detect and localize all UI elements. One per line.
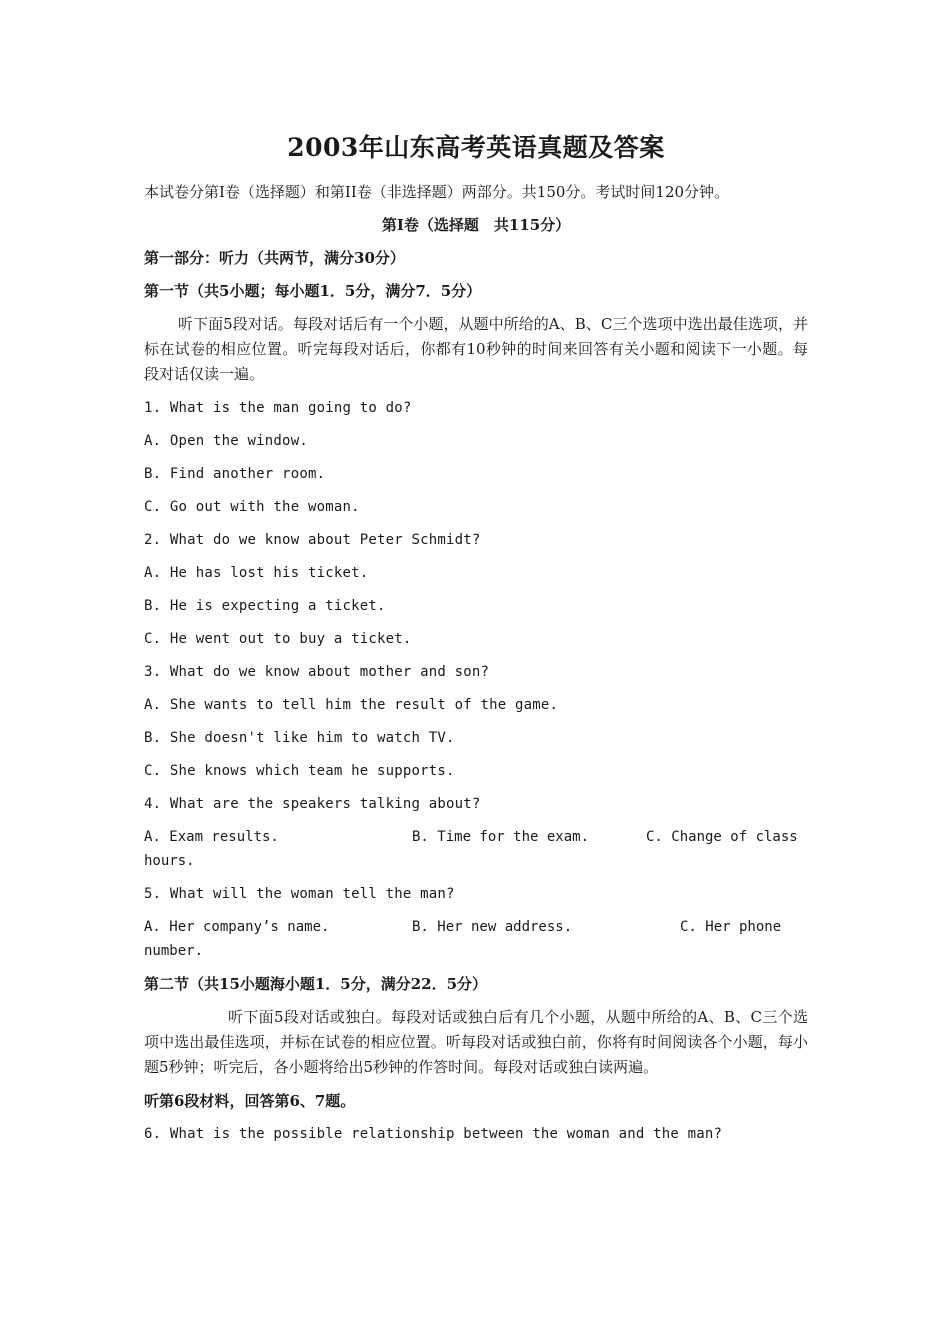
question-3-option-c: C. She knows which team he supports. <box>144 763 455 779</box>
question-4: 4. What are the speakers talking about? <box>144 796 481 812</box>
question-5-option-a: A. Her company’s name. <box>144 919 330 935</box>
question-1-option-c: C. Go out with the woman. <box>144 499 360 515</box>
question-2-option-c: C. He went out to buy a ticket. <box>144 631 412 647</box>
document-title: 2003年山东高考英语真题及答案 <box>287 133 665 162</box>
question-4-option-a: A. Exam results. <box>144 829 279 845</box>
question-4-option-c: C. Change of class <box>646 829 798 845</box>
question-1: 1. What is the man going to do? <box>144 400 412 416</box>
question-5-option-c: C. Her phone <box>680 919 782 935</box>
question-1-option-b: B. Find another room. <box>144 466 326 482</box>
part1-title: 第一部分：听力（共两节，满分30分） <box>144 249 405 267</box>
question-3: 3. What do we know about mother and son? <box>144 664 490 680</box>
question-3-option-b: B. She doesn't like him to watch TV. <box>144 730 455 746</box>
question-4-options <box>144 825 808 873</box>
section2-instructions: 听下面5段对话或独白。每段对话或独白后有几个小题，从题中所给的A、B、C三个选项中选出最佳选项，并标在试卷的相应位置。听每段对话或独白前，你将有时间阅读各个小题，每小题5秒钟；听完后，各小题将给出5秒钟的作答时间。每段对话或独白读两遍。 <box>144 1008 808 1076</box>
question-5: 5. What will the woman tell the man? <box>144 886 455 902</box>
question-4-option-c-continued: hours. <box>144 853 195 869</box>
question-2: 2. What do we know about Peter Schmidt? <box>144 532 481 548</box>
material-6-title: 听第6段材料，回答第6、7题。 <box>144 1092 356 1110</box>
question-1-option-a: A. Open the window. <box>144 433 308 449</box>
section1-title: 第一节（共5小题；每小题1．5分，满分7．5分） <box>144 282 482 300</box>
section2-title: 第二节（共15小题海小题1．5分，满分22．5分） <box>144 975 488 993</box>
exam-page <box>144 130 808 1155</box>
exam-intro: 本试卷分第Ⅰ卷（选择题）和第II卷（非选择题）两部分。共150分。考试时间120分钟。 <box>144 183 730 201</box>
volume1-title: 第Ⅰ卷（选择题 共115分） <box>381 216 571 234</box>
section1-instructions: 听下面5段对话。每段对话后有一个小题，从题中所给的A、B、C三个选项中选出最佳选项，并标在试卷的相应位置。听完每段对话后，你都有10秒钟的时间来回答有关小题和阅读下一小题。每段对话仅读一遍。 <box>144 315 808 383</box>
question-3-option-a: A. She wants to tell him the result of the game. <box>144 697 559 713</box>
question-5-option-b: B. Her new address. <box>412 919 573 935</box>
question-5-options <box>144 915 808 963</box>
question-4-option-b: B. Time for the exam. <box>412 829 590 845</box>
question-2-option-b: B. He is expecting a ticket. <box>144 598 386 614</box>
question-5-option-c-continued: number. <box>144 943 204 959</box>
question-2-option-a: A. He has lost his ticket. <box>144 565 369 581</box>
question-6: 6. What is the possible relationship between the woman and the man? <box>144 1126 723 1142</box>
